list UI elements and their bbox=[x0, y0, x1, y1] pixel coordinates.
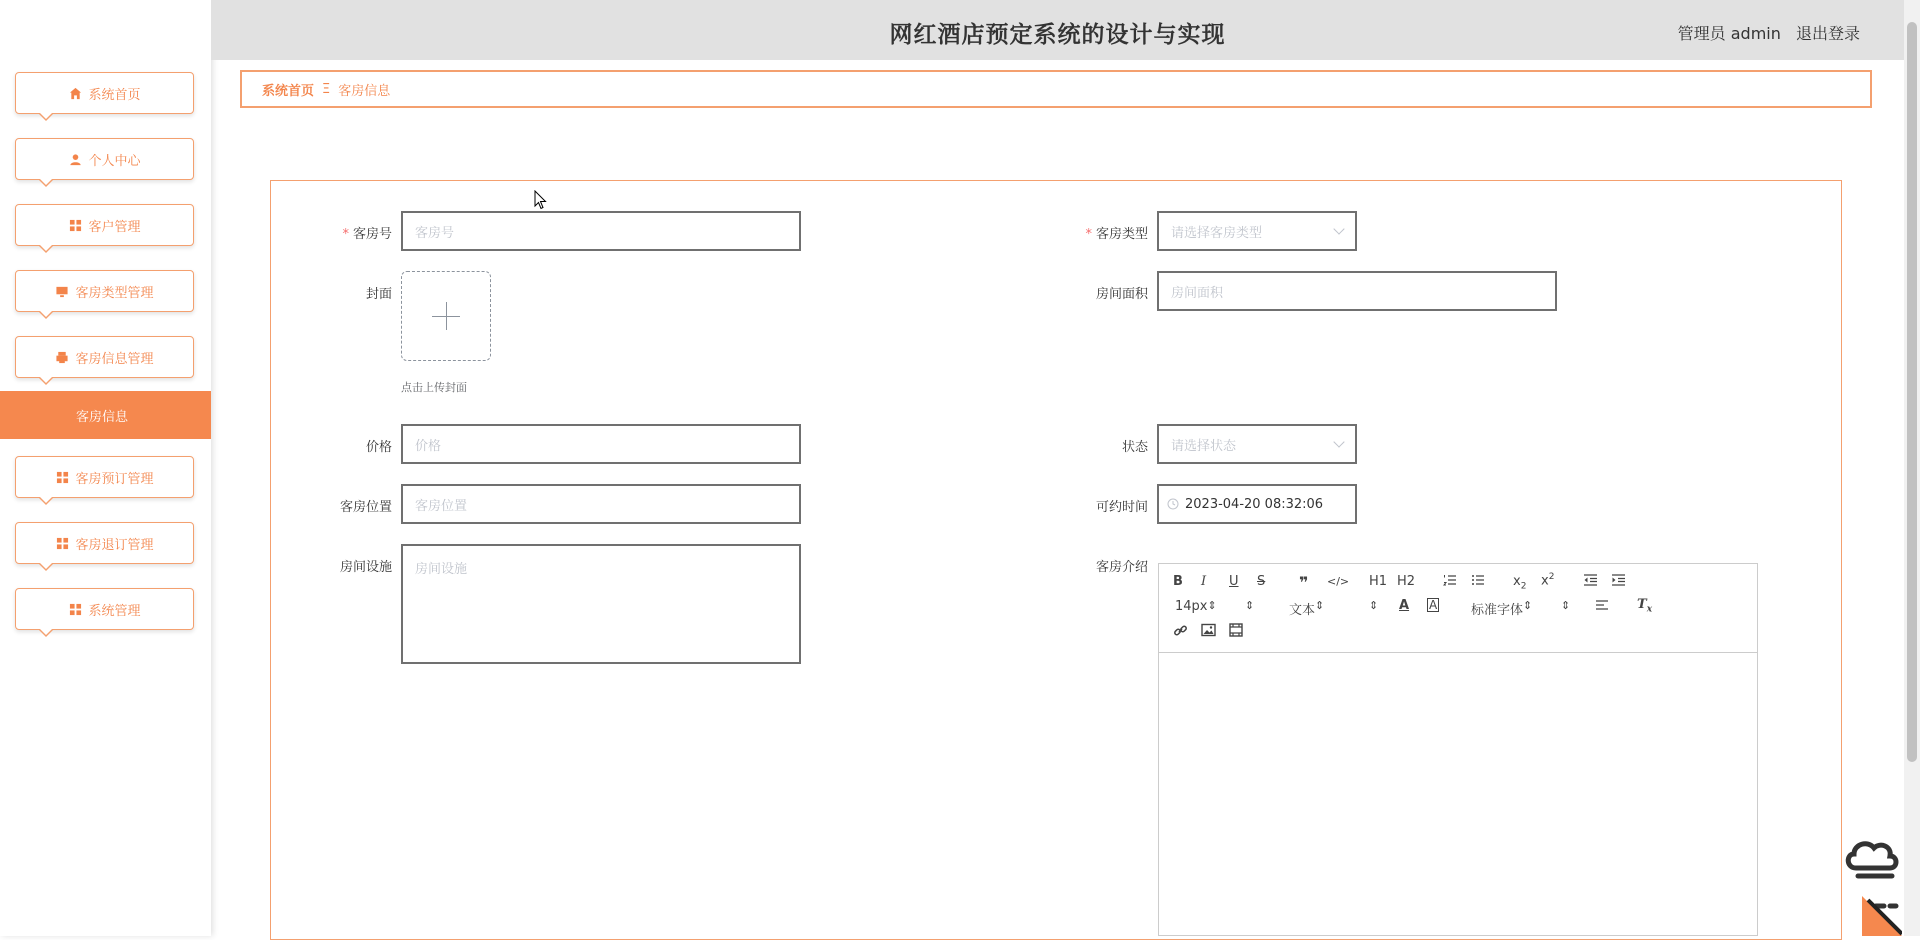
monitor-icon bbox=[55, 284, 69, 298]
page-title: 网红酒店预定系统的设计与实现 bbox=[889, 22, 1226, 48]
video-icon[interactable] bbox=[1229, 623, 1243, 641]
font-family-select[interactable]: 标准字体 ⇕ ⇕ bbox=[1471, 599, 1571, 618]
ordered-list-icon[interactable] bbox=[1443, 573, 1457, 591]
decorative-cloud-icon bbox=[1832, 796, 1902, 936]
sidebar-item-label: 系统首页 bbox=[88, 87, 141, 103]
room-no-input[interactable]: 客房号 bbox=[401, 211, 801, 251]
blockquote-icon[interactable]: ❞ bbox=[1299, 573, 1309, 592]
sidebar-item-label: 客户管理 bbox=[88, 219, 141, 235]
select-arrows-icon: ⇕ bbox=[1369, 599, 1379, 612]
tooltip-tail bbox=[38, 629, 54, 637]
sidebar-item-label: 客房信息管理 bbox=[75, 351, 154, 367]
sidebar-item-label: 个人中心 bbox=[88, 153, 141, 169]
room-type-select[interactable]: 请选择客房类型 bbox=[1157, 211, 1357, 251]
sidebar-item-system[interactable] bbox=[15, 588, 194, 630]
clear-format-icon[interactable]: $T_x$ bbox=[1637, 597, 1653, 615]
clock-icon bbox=[1167, 498, 1179, 510]
link-icon[interactable] bbox=[1173, 623, 1188, 642]
h2-button[interactable]: H2 bbox=[1397, 574, 1416, 589]
status-label: 状态 bbox=[1121, 440, 1148, 455]
italic-button[interactable]: I bbox=[1201, 574, 1207, 589]
area-label: 房间面积 bbox=[1095, 287, 1148, 302]
price-label: 价格 bbox=[365, 440, 392, 455]
select-arrows-icon: ⇕ bbox=[1245, 599, 1255, 612]
breadcrumb-home[interactable]: 系统首页 bbox=[262, 83, 315, 99]
room-type-label: * 客房类型 bbox=[1085, 227, 1148, 242]
scrollbar-thumb[interactable] bbox=[1907, 22, 1917, 762]
underline-button[interactable]: U bbox=[1229, 574, 1239, 589]
sidebar-item-home[interactable] bbox=[15, 72, 194, 114]
home-icon bbox=[68, 86, 82, 100]
sidebar-item-label: 系统管理 bbox=[88, 603, 141, 619]
superscript-icon[interactable]: $x^2$ bbox=[1541, 572, 1555, 589]
background-color-icon[interactable]: A bbox=[1429, 598, 1438, 612]
sidebar-item-label: 客房类型管理 bbox=[75, 285, 154, 301]
sidebar-item-bookings[interactable] bbox=[15, 456, 194, 498]
grid-icon bbox=[55, 536, 69, 550]
tooltip-tail bbox=[38, 311, 54, 319]
facilities-label: 房间设施 bbox=[339, 560, 392, 575]
editor-toolbar bbox=[1159, 564, 1757, 653]
sidebar-item-cancellations[interactable] bbox=[15, 522, 194, 564]
location-label: 客房位置 bbox=[339, 500, 392, 515]
facilities-textarea[interactable]: 房间设施 bbox=[401, 544, 801, 664]
tooltip-tail bbox=[38, 179, 54, 187]
tooltip-tail bbox=[38, 113, 54, 121]
code-block-icon[interactable]: </> bbox=[1327, 575, 1350, 588]
cover-upload-button[interactable] bbox=[401, 271, 491, 361]
rich-text-editor bbox=[1158, 563, 1758, 936]
page-scrollbar[interactable] bbox=[1904, 0, 1920, 936]
sidebar bbox=[0, 0, 211, 936]
tooltip-tail bbox=[38, 497, 54, 505]
bullet-list-icon[interactable] bbox=[1471, 573, 1485, 591]
tooltip-tail bbox=[38, 245, 54, 253]
font-size-select[interactable]: 14px ⇕ ⇕ bbox=[1175, 599, 1255, 614]
cover-label: 封面 bbox=[365, 287, 392, 302]
available-time-picker[interactable]: 2023-04-20 08:32:06 bbox=[1157, 484, 1357, 524]
breadcrumb-current: 客房信息 bbox=[338, 83, 391, 99]
h1-button[interactable]: H1 bbox=[1369, 574, 1388, 589]
available-time-label: 可约时间 bbox=[1095, 500, 1148, 515]
strike-button[interactable]: S bbox=[1257, 574, 1266, 589]
room-no-label: * 客房号 bbox=[342, 227, 392, 242]
area-input[interactable]: 房间面积 bbox=[1157, 271, 1557, 311]
sidebar-item-label: 客房预订管理 bbox=[75, 471, 154, 487]
sidebar-item-room-types[interactable] bbox=[15, 270, 194, 312]
sidebar-item-customers[interactable] bbox=[15, 204, 194, 246]
indent-icon[interactable] bbox=[1611, 573, 1626, 591]
sidebar-item-profile[interactable] bbox=[15, 138, 194, 180]
image-icon[interactable] bbox=[1201, 623, 1216, 641]
editor-content-area[interactable] bbox=[1159, 653, 1757, 937]
sidebar-subitem-room-info[interactable] bbox=[0, 391, 211, 439]
current-user: 管理员 admin bbox=[1677, 24, 1781, 43]
font-color-icon[interactable]: A bbox=[1399, 598, 1410, 613]
grid-icon bbox=[55, 470, 69, 484]
bold-button[interactable]: B bbox=[1173, 574, 1183, 589]
select-arrows-icon: ⇕ bbox=[1561, 599, 1571, 612]
subscript-icon[interactable]: $x_2$ bbox=[1513, 574, 1527, 592]
breadcrumb bbox=[240, 70, 1872, 108]
user-icon bbox=[68, 152, 82, 166]
price-input[interactable]: 价格 bbox=[401, 424, 801, 464]
header-user-area bbox=[1668, 21, 1860, 44]
sidebar-item-room-info[interactable] bbox=[15, 336, 194, 378]
tooltip-tail bbox=[38, 563, 54, 571]
grid-icon bbox=[68, 218, 82, 232]
grid-icon bbox=[68, 602, 82, 616]
location-input[interactable]: 客房位置 bbox=[401, 484, 801, 524]
breadcrumb-separator: Ξ bbox=[322, 81, 331, 97]
paragraph-select[interactable]: 文本 ⇕ ⇕ bbox=[1289, 599, 1379, 618]
logout-link[interactable]: 退出登录 bbox=[1795, 24, 1860, 43]
sidebar-subitem-label: 客房信息 bbox=[76, 409, 129, 425]
status-select[interactable]: 请选择状态 bbox=[1157, 424, 1357, 464]
cover-upload-tip: 点击上传封面 bbox=[401, 381, 467, 394]
printer-icon bbox=[55, 350, 69, 364]
intro-label: 客房介绍 bbox=[1095, 560, 1148, 575]
top-header bbox=[211, 0, 1904, 60]
sidebar-item-label: 客房退订管理 bbox=[75, 537, 154, 553]
outdent-icon[interactable] bbox=[1583, 573, 1598, 591]
tooltip-tail bbox=[38, 377, 54, 385]
align-icon[interactable] bbox=[1595, 598, 1609, 616]
